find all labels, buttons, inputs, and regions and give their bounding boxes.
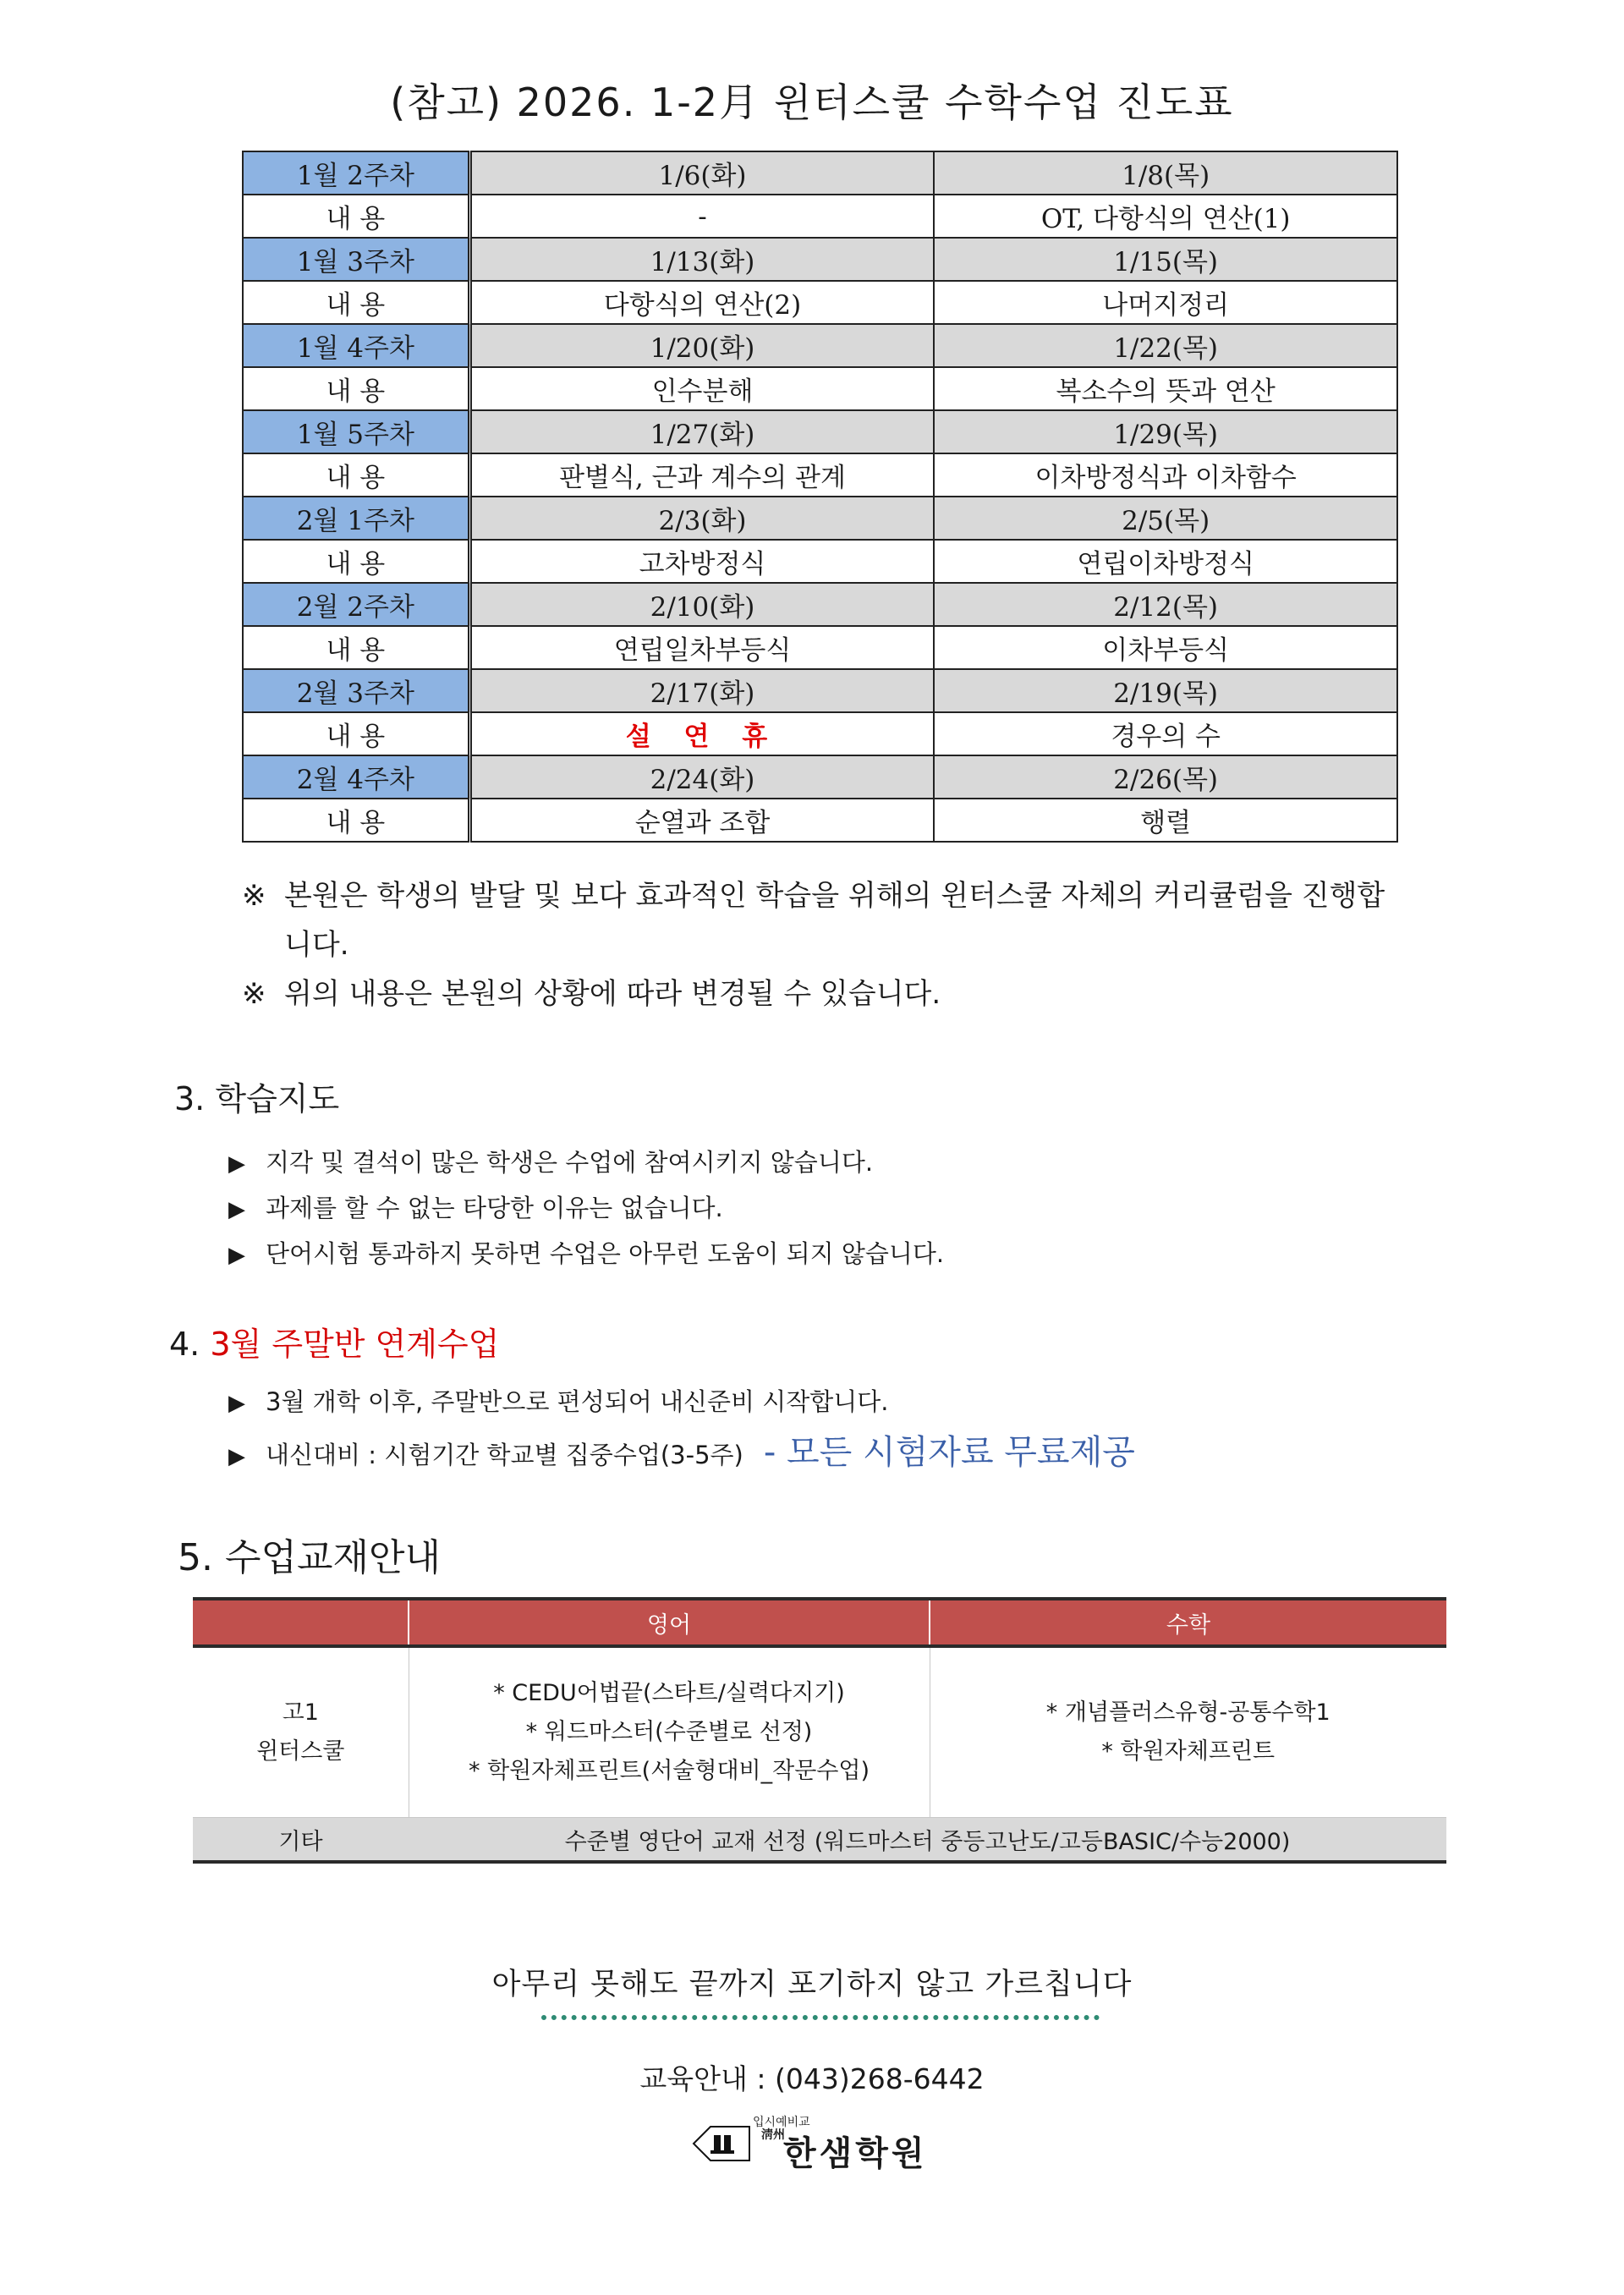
content-label: 내 용: [243, 367, 469, 410]
date-thu: 2/19(목): [934, 669, 1397, 712]
page-title: (참고) 2026. 1-2月 윈터스쿨 수학수업 진도표: [390, 80, 1234, 125]
week-row: [243, 669, 1397, 712]
date-tue: 1/27(화): [469, 410, 934, 453]
table-row: [193, 1646, 1446, 1818]
header-cell-english: 영어: [409, 1599, 930, 1646]
content-tue: 인수분해: [469, 367, 934, 410]
content-tue: -: [469, 195, 934, 238]
section5-number: 5.: [178, 1536, 213, 1579]
list-item: [228, 1428, 1135, 1481]
content-label: 내 용: [243, 195, 469, 238]
logo-emblem-icon: [692, 2125, 751, 2162]
section4-title: 3월 주말반 연계수업: [210, 1326, 500, 1363]
book-item: * 학원자체프린트(서술형대비_작문수업): [469, 1758, 870, 1784]
date-tue: 2/24(화): [469, 755, 934, 799]
date-thu: 1/8(목): [934, 151, 1397, 195]
content-row: [243, 712, 1397, 755]
section3-number: 3.: [174, 1080, 206, 1117]
header-cell-blank: [193, 1599, 409, 1646]
content-row: [243, 799, 1397, 842]
date-tue: 2/10(화): [469, 583, 934, 626]
bullet-text: 3월 개학 이후, 주말반으로 편성되어 내신준비 시작합니다.: [266, 1387, 889, 1416]
week-row: [243, 410, 1397, 453]
week-label: 1월 3주차: [243, 238, 469, 281]
content-tue: 연립일차부등식: [469, 626, 934, 669]
week-label: 2월 4주차: [243, 755, 469, 799]
week-label: 2월 1주차: [243, 497, 469, 540]
logo-hanja: 淸州: [761, 2128, 785, 2142]
content-tue: 다항식의 연산(2): [469, 281, 934, 324]
triangle-icon: ▶: [228, 1197, 245, 1222]
week-label: 1월 4주차: [243, 324, 469, 367]
row-label-line: 윈터스쿨: [256, 1738, 345, 1765]
date-thu: 2/26(목): [934, 755, 1397, 799]
week-label: 1월 5주차: [243, 410, 469, 453]
bullet-text: 단어시험 통과하지 못하면 수업은 아무런 도움이 되지 않습니다.: [266, 1239, 945, 1268]
bullet-text: 지각 및 결석이 많은 학생은 수업에 참여시키지 않습니다.: [266, 1148, 874, 1177]
book-item: * 개념플러스유형-공통수학1: [1045, 1699, 1330, 1726]
week-label: 2월 3주차: [243, 669, 469, 712]
content-label: 내 용: [243, 799, 469, 842]
content-thu: 연립이차방정식: [934, 540, 1397, 583]
week-row: [243, 497, 1397, 540]
content-row: [243, 453, 1397, 497]
content-thu: OT, 다항식의 연산(1): [934, 195, 1397, 238]
triangle-icon: ▶: [228, 1391, 245, 1416]
content-thu: 경우의 수: [934, 712, 1397, 755]
week-row: [243, 151, 1397, 195]
list-item: [228, 1232, 944, 1277]
book-item: * 학원자체프린트: [1101, 1738, 1276, 1765]
note-1: [242, 871, 1409, 969]
content-thu: 나머지정리: [934, 281, 1397, 324]
date-thu: 2/5(목): [934, 497, 1397, 540]
highlight-text: - 모든 시험자료 무료제공: [763, 1433, 1135, 1472]
content-row: [243, 195, 1397, 238]
book-item: * 워드마스터(수준별로 선정): [525, 1719, 813, 1745]
section4-heading: [169, 1318, 499, 1364]
content-tue: 설 연 휴: [469, 712, 934, 755]
note-2: [242, 969, 1409, 1018]
content-row: [243, 367, 1397, 410]
content-label: 내 용: [243, 453, 469, 497]
triangle-icon: ▶: [228, 1444, 245, 1469]
section3-bullets: [228, 1140, 944, 1277]
row-label-line: 고1: [282, 1699, 319, 1726]
date-tue: 1/13(화): [469, 238, 934, 281]
other-text: 수준별 영단어 교재 선정 (워드마스터 중등고난도/고등BASIC/수능2000): [409, 1818, 1446, 1863]
date-tue: 1/6(화): [469, 151, 934, 195]
date-thu: 1/29(목): [934, 410, 1397, 453]
table-row-other: [193, 1818, 1446, 1863]
bullet-text: 내신대비 : 시험기간 학교별 집중수업(3-5주): [266, 1441, 743, 1469]
note-text: 본원은 학생의 발달 및 보다 효과적인 학습을 위해의 윈터스쿨 자체의 커리큘럼을 진행합니다.: [284, 879, 1385, 962]
week-row: [243, 324, 1397, 367]
list-item: [228, 1186, 944, 1232]
content-label: 내 용: [243, 281, 469, 324]
logo-name: 한샘학원: [783, 2134, 928, 2173]
content-tue: 고차방정식: [469, 540, 934, 583]
content-thu: 행렬: [934, 799, 1397, 842]
content-label: 내 용: [243, 540, 469, 583]
content-thu: 이차부등식: [934, 626, 1397, 669]
math-books: [930, 1646, 1446, 1818]
week-label: 2월 2주차: [243, 583, 469, 626]
triangle-icon: ▶: [228, 1151, 245, 1177]
content-thu: 복소수의 뜻과 연산: [934, 367, 1397, 410]
content-thu: 이차방정식과 이차함수: [934, 453, 1397, 497]
contact-info: 교육안내 : (043)268-6442: [639, 2062, 985, 2095]
english-books: [409, 1646, 930, 1818]
content-row: [243, 281, 1397, 324]
week-row: [243, 238, 1397, 281]
book-item: * CEDU어법끝(스타트/실력다지기): [493, 1680, 845, 1706]
other-label: 기타: [193, 1818, 409, 1863]
date-thu: 1/15(목): [934, 238, 1397, 281]
date-tue: 2/17(화): [469, 669, 934, 712]
dotted-divider: [541, 2015, 1100, 2020]
triangle-icon: ▶: [228, 1243, 245, 1268]
date-thu: 1/22(목): [934, 324, 1397, 367]
content-label: 내 용: [243, 626, 469, 669]
section4-number: 4.: [169, 1326, 200, 1363]
week-row: [243, 755, 1397, 799]
section3-title: 학습지도: [215, 1080, 340, 1117]
content-row: [243, 540, 1397, 583]
list-item: [228, 1377, 1135, 1428]
content-row: [243, 626, 1397, 669]
list-item: [228, 1140, 944, 1186]
date-thu: 2/12(목): [934, 583, 1397, 626]
slogan: 아무리 못해도 끝까지 포기하지 않고 가르칩니다: [491, 1968, 1133, 2001]
section5-heading: [178, 1527, 441, 1581]
notes: [242, 871, 1409, 1018]
table-header-row: [193, 1599, 1446, 1646]
date-tue: 2/3(화): [469, 497, 934, 540]
textbook-table: [193, 1597, 1446, 1864]
note-mark: ※: [242, 977, 266, 1011]
week-label: 1월 2주차: [243, 151, 469, 195]
bullet-text: 과제를 할 수 없는 타당한 이유는 없습니다.: [266, 1194, 723, 1222]
week-row: [243, 583, 1397, 626]
section4-bullets: [228, 1377, 1135, 1481]
row-label: [193, 1646, 409, 1818]
content-tue: 판별식, 근과 계수의 관계: [469, 453, 934, 497]
section3-heading: [174, 1073, 339, 1119]
note-mark: ※: [242, 879, 266, 913]
logo-small-text: 입시예비교: [753, 2116, 810, 2129]
academy-logo: [692, 2113, 946, 2173]
content-tue: 순열과 조합: [469, 799, 934, 842]
content-label: 내 용: [243, 712, 469, 755]
section5-title: 수업교재안내: [224, 1536, 442, 1579]
schedule-table: [242, 151, 1398, 843]
date-tue: 1/20(화): [469, 324, 934, 367]
note-text: 위의 내용은 본원의 상황에 따라 변경될 수 있습니다.: [284, 977, 941, 1011]
header-cell-math: 수학: [930, 1599, 1446, 1646]
